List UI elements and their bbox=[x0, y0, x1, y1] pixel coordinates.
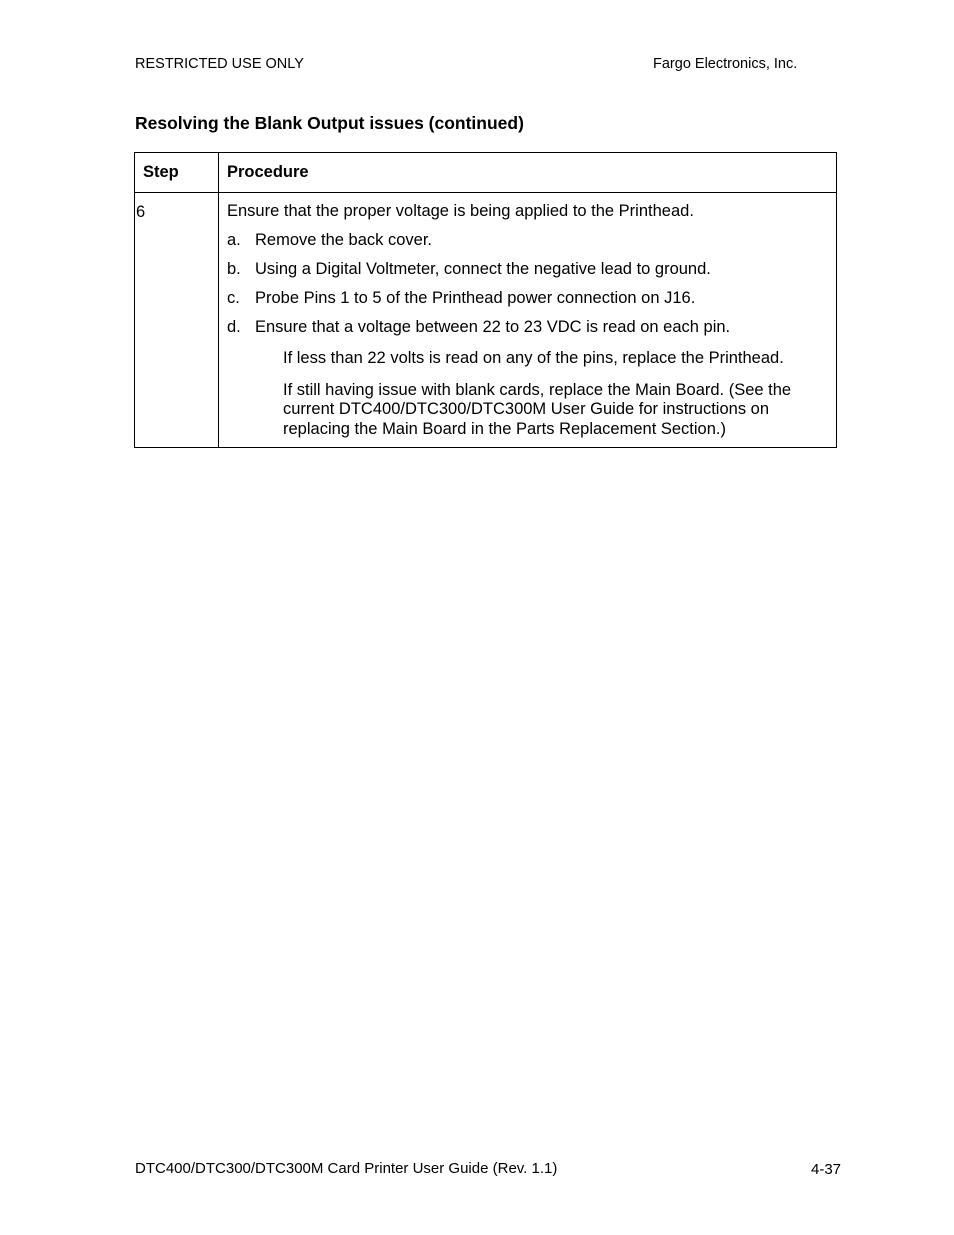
substep-text: Ensure that a voltage between 22 to 23 VDC is read on each pin. bbox=[255, 318, 731, 336]
substep-text: Remove the back cover. bbox=[255, 231, 433, 249]
procedure-intro: Ensure that the proper voltage is being applied to the Printhead. bbox=[227, 202, 694, 220]
substep-text: Using a Digital Voltmeter, connect the negative lead to ground. bbox=[255, 260, 711, 278]
column-header-procedure: Procedure bbox=[219, 153, 837, 193]
table-header-row bbox=[135, 153, 837, 193]
substep-item bbox=[227, 231, 828, 250]
section-title: Resolving the Blank Output issues (continued) bbox=[135, 113, 524, 133]
procedure-note: If less than 22 volts is read on any of the pins, replace the Printhead. bbox=[283, 349, 784, 367]
table-row bbox=[135, 193, 837, 448]
substep-letter: b. bbox=[227, 260, 241, 278]
footer-document-title: DTC400/DTC300/DTC300M Card Printer User Guide (Rev. 1.1) bbox=[135, 1160, 558, 1177]
substep-item bbox=[227, 318, 828, 337]
step-number: 6 bbox=[135, 193, 219, 448]
column-header-step: Step bbox=[135, 153, 219, 193]
procedure-table bbox=[134, 152, 837, 448]
substep-letter: c. bbox=[227, 289, 240, 307]
header-restricted-notice: RESTRICTED USE ONLY bbox=[135, 56, 304, 72]
substep-item bbox=[227, 260, 828, 279]
substep-list bbox=[227, 231, 828, 337]
substep-letter: a. bbox=[227, 231, 241, 249]
footer-page-number: 4-37 bbox=[811, 1161, 842, 1178]
procedure-note: If still having issue with blank cards, replace the Main Board. (See the current DTC400/DTC300/DTC300M User Guide for instructions on replacing the Main Board in the Parts Replacement Section.) bbox=[283, 380, 792, 438]
header-company-name: Fargo Electronics, Inc. bbox=[653, 56, 798, 72]
procedure-cell bbox=[219, 193, 837, 448]
substep-text: Probe Pins 1 to 5 of the Printhead power connection on J16. bbox=[255, 289, 696, 307]
substep-letter: d. bbox=[227, 318, 241, 336]
substep-item bbox=[227, 289, 828, 308]
